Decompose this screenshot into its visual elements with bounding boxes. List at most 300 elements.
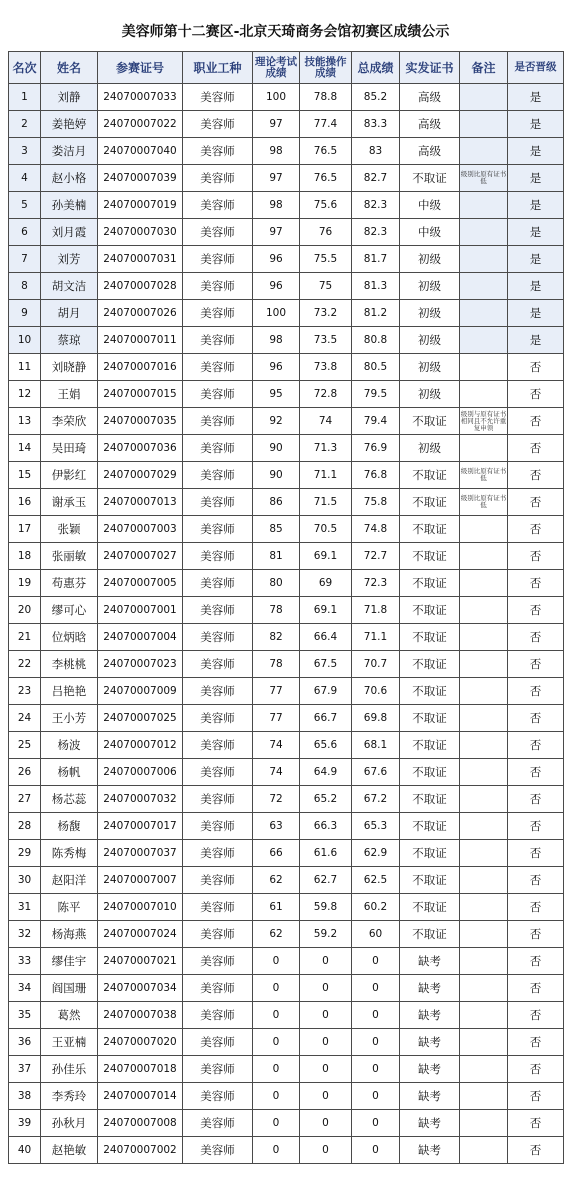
theory-score-cell: 78 — [253, 597, 300, 624]
certificate-cell: 缺考 — [400, 975, 460, 1002]
name-cell: 李秀玲 — [41, 1083, 98, 1110]
occupation-cell: 美容师 — [183, 732, 253, 759]
remark-cell — [460, 138, 508, 165]
theory-score-cell: 62 — [253, 867, 300, 894]
advance-cell: 是 — [508, 327, 564, 354]
rank-cell: 37 — [9, 1056, 41, 1083]
rank-cell: 22 — [9, 651, 41, 678]
theory-score-cell: 86 — [253, 489, 300, 516]
table-row — [9, 1083, 564, 1110]
entry-number-cell: 24070007017 — [98, 813, 183, 840]
name-cell: 陈秀梅 — [41, 840, 98, 867]
total-score-cell: 81.3 — [352, 273, 400, 300]
theory-score-cell: 100 — [253, 300, 300, 327]
table-row — [9, 435, 564, 462]
remark-cell — [460, 705, 508, 732]
name-cell: 张颖 — [41, 516, 98, 543]
table-row — [9, 1002, 564, 1029]
entry-number-cell: 24070007019 — [98, 192, 183, 219]
table-row — [9, 732, 564, 759]
table-row — [9, 894, 564, 921]
certificate-cell: 初级 — [400, 354, 460, 381]
remark-cell — [460, 570, 508, 597]
certificate-cell: 高级 — [400, 138, 460, 165]
name-cell: 胡文洁 — [41, 273, 98, 300]
certificate-cell: 高级 — [400, 111, 460, 138]
theory-score-cell: 98 — [253, 327, 300, 354]
total-score-cell: 0 — [352, 1029, 400, 1056]
advance-cell: 否 — [508, 381, 564, 408]
skill-score-cell: 0 — [300, 1029, 352, 1056]
entry-number-cell: 24070007037 — [98, 840, 183, 867]
total-score-cell: 76.9 — [352, 435, 400, 462]
certificate-cell: 缺考 — [400, 1002, 460, 1029]
occupation-cell: 美容师 — [183, 462, 253, 489]
table-row — [9, 381, 564, 408]
occupation-cell: 美容师 — [183, 300, 253, 327]
theory-score-cell: 0 — [253, 1002, 300, 1029]
rank-cell: 9 — [9, 300, 41, 327]
skill-score-cell: 77.4 — [300, 111, 352, 138]
theory-score-cell: 98 — [253, 192, 300, 219]
advance-cell: 是 — [508, 165, 564, 192]
name-cell: 伊影红 — [41, 462, 98, 489]
skill-score-cell: 75.5 — [300, 246, 352, 273]
advance-cell: 否 — [508, 1137, 564, 1164]
certificate-cell: 不取证 — [400, 597, 460, 624]
occupation-cell: 美容师 — [183, 867, 253, 894]
remark-cell — [460, 975, 508, 1002]
rank-cell: 2 — [9, 111, 41, 138]
entry-number-cell: 24070007003 — [98, 516, 183, 543]
occupation-cell: 美容师 — [183, 381, 253, 408]
advance-cell: 否 — [508, 894, 564, 921]
theory-score-cell: 0 — [253, 948, 300, 975]
name-cell: 阎国珊 — [41, 975, 98, 1002]
rank-cell: 33 — [9, 948, 41, 975]
entry-number-cell: 24070007040 — [98, 138, 183, 165]
entry-number-cell: 24070007007 — [98, 867, 183, 894]
name-cell: 王亚楠 — [41, 1029, 98, 1056]
occupation-cell: 美容师 — [183, 165, 253, 192]
total-score-cell: 74.8 — [352, 516, 400, 543]
advance-cell: 是 — [508, 192, 564, 219]
remark-cell — [460, 624, 508, 651]
advance-cell: 否 — [508, 516, 564, 543]
rank-cell: 40 — [9, 1137, 41, 1164]
rank-cell: 38 — [9, 1083, 41, 1110]
occupation-cell: 美容师 — [183, 921, 253, 948]
occupation-cell: 美容师 — [183, 705, 253, 732]
table-row — [9, 165, 564, 192]
total-score-cell: 79.4 — [352, 408, 400, 435]
total-score-cell: 0 — [352, 975, 400, 1002]
theory-score-cell: 0 — [253, 1056, 300, 1083]
advance-cell: 否 — [508, 1056, 564, 1083]
certificate-cell: 不取证 — [400, 543, 460, 570]
skill-score-cell: 0 — [300, 1083, 352, 1110]
rank-cell: 31 — [9, 894, 41, 921]
skill-score-cell: 71.1 — [300, 462, 352, 489]
remark-cell — [460, 111, 508, 138]
table-row — [9, 867, 564, 894]
remark-cell — [460, 1029, 508, 1056]
theory-score-cell: 61 — [253, 894, 300, 921]
certificate-cell: 缺考 — [400, 1029, 460, 1056]
remark-cell — [460, 192, 508, 219]
remark-cell — [460, 381, 508, 408]
skill-score-cell: 71.3 — [300, 435, 352, 462]
remark-cell — [460, 327, 508, 354]
remark-cell — [460, 732, 508, 759]
certificate-cell: 不取证 — [400, 516, 460, 543]
occupation-cell: 美容师 — [183, 246, 253, 273]
table-row — [9, 1029, 564, 1056]
certificate-cell: 不取证 — [400, 165, 460, 192]
advance-cell: 否 — [508, 354, 564, 381]
theory-score-cell: 80 — [253, 570, 300, 597]
remark-cell — [460, 84, 508, 111]
name-cell: 陈平 — [41, 894, 98, 921]
theory-score-cell: 0 — [253, 1083, 300, 1110]
total-score-cell: 0 — [352, 1110, 400, 1137]
remark-cell — [460, 678, 508, 705]
advance-cell: 否 — [508, 1029, 564, 1056]
name-cell: 胡月 — [41, 300, 98, 327]
theory-score-cell: 85 — [253, 516, 300, 543]
certificate-cell: 不取证 — [400, 921, 460, 948]
entry-number-cell: 24070007010 — [98, 894, 183, 921]
name-cell: 王小芳 — [41, 705, 98, 732]
name-cell: 赵小格 — [41, 165, 98, 192]
entry-number-cell: 24070007024 — [98, 921, 183, 948]
skill-score-cell: 73.2 — [300, 300, 352, 327]
header-theory-score: 理论考试成绩 — [253, 52, 300, 84]
skill-score-cell: 66.7 — [300, 705, 352, 732]
total-score-cell: 82.3 — [352, 219, 400, 246]
entry-number-cell: 24070007005 — [98, 570, 183, 597]
skill-score-cell: 65.2 — [300, 786, 352, 813]
advance-cell: 是 — [508, 219, 564, 246]
table-row — [9, 1137, 564, 1164]
total-score-cell: 69.8 — [352, 705, 400, 732]
table-row — [9, 543, 564, 570]
rank-cell: 26 — [9, 759, 41, 786]
name-cell: 李荣欣 — [41, 408, 98, 435]
occupation-cell: 美容师 — [183, 1137, 253, 1164]
advance-cell: 是 — [508, 84, 564, 111]
rank-cell: 17 — [9, 516, 41, 543]
name-cell: 杨波 — [41, 732, 98, 759]
certificate-cell: 缺考 — [400, 1083, 460, 1110]
entry-number-cell: 24070007020 — [98, 1029, 183, 1056]
certificate-cell: 初级 — [400, 300, 460, 327]
remark-cell — [460, 867, 508, 894]
certificate-cell: 缺考 — [400, 1056, 460, 1083]
name-cell: 苟惠芬 — [41, 570, 98, 597]
total-score-cell: 81.2 — [352, 300, 400, 327]
entry-number-cell: 24070007032 — [98, 786, 183, 813]
occupation-cell: 美容师 — [183, 84, 253, 111]
entry-number-cell: 24070007028 — [98, 273, 183, 300]
certificate-cell: 中级 — [400, 219, 460, 246]
entry-number-cell: 24070007031 — [98, 246, 183, 273]
certificate-cell: 初级 — [400, 273, 460, 300]
occupation-cell: 美容师 — [183, 597, 253, 624]
advance-cell: 否 — [508, 462, 564, 489]
table-row — [9, 570, 564, 597]
remark-cell — [460, 597, 508, 624]
name-cell: 缪佳宇 — [41, 948, 98, 975]
table-row — [9, 516, 564, 543]
name-cell: 孙秋月 — [41, 1110, 98, 1137]
total-score-cell: 83.3 — [352, 111, 400, 138]
theory-score-cell: 95 — [253, 381, 300, 408]
theory-score-cell: 72 — [253, 786, 300, 813]
advance-cell: 否 — [508, 624, 564, 651]
occupation-cell: 美容师 — [183, 1029, 253, 1056]
advance-cell: 否 — [508, 1110, 564, 1137]
theory-score-cell: 81 — [253, 543, 300, 570]
name-cell: 葛然 — [41, 1002, 98, 1029]
skill-score-cell: 0 — [300, 948, 352, 975]
advance-cell: 否 — [508, 678, 564, 705]
theory-score-cell: 66 — [253, 840, 300, 867]
entry-number-cell: 24070007014 — [98, 1083, 183, 1110]
skill-score-cell: 67.5 — [300, 651, 352, 678]
rank-cell: 14 — [9, 435, 41, 462]
rank-cell: 32 — [9, 921, 41, 948]
total-score-cell: 62.9 — [352, 840, 400, 867]
total-score-cell: 80.8 — [352, 327, 400, 354]
remark-cell — [460, 435, 508, 462]
rank-cell: 29 — [9, 840, 41, 867]
theory-score-cell: 90 — [253, 462, 300, 489]
advance-cell: 否 — [508, 435, 564, 462]
rank-cell: 18 — [9, 543, 41, 570]
remark-cell — [460, 1056, 508, 1083]
entry-number-cell: 24070007029 — [98, 462, 183, 489]
occupation-cell: 美容师 — [183, 894, 253, 921]
table-row — [9, 84, 564, 111]
name-cell: 王娟 — [41, 381, 98, 408]
theory-score-cell: 74 — [253, 759, 300, 786]
certificate-cell: 不取证 — [400, 786, 460, 813]
entry-number-cell: 24070007002 — [98, 1137, 183, 1164]
certificate-cell: 初级 — [400, 435, 460, 462]
rank-cell: 27 — [9, 786, 41, 813]
entry-number-cell: 24070007034 — [98, 975, 183, 1002]
table-row — [9, 624, 564, 651]
occupation-cell: 美容师 — [183, 192, 253, 219]
header-entry-number: 参赛证号 — [98, 52, 183, 84]
remark-cell — [460, 273, 508, 300]
certificate-cell: 不取证 — [400, 732, 460, 759]
occupation-cell: 美容师 — [183, 219, 253, 246]
theory-score-cell: 100 — [253, 84, 300, 111]
skill-score-cell: 73.8 — [300, 354, 352, 381]
entry-number-cell: 24070007025 — [98, 705, 183, 732]
occupation-cell: 美容师 — [183, 1002, 253, 1029]
remark-cell — [460, 300, 508, 327]
table-row — [9, 354, 564, 381]
entry-number-cell: 24070007021 — [98, 948, 183, 975]
table-row — [9, 300, 564, 327]
entry-number-cell: 24070007027 — [98, 543, 183, 570]
table-row — [9, 408, 564, 435]
total-score-cell: 75.8 — [352, 489, 400, 516]
occupation-cell: 美容师 — [183, 354, 253, 381]
total-score-cell: 70.7 — [352, 651, 400, 678]
entry-number-cell: 24070007013 — [98, 489, 183, 516]
theory-score-cell: 98 — [253, 138, 300, 165]
rank-cell: 35 — [9, 1002, 41, 1029]
remark-cell — [460, 894, 508, 921]
total-score-cell: 0 — [352, 1002, 400, 1029]
certificate-cell: 缺考 — [400, 1137, 460, 1164]
table-header-row — [9, 52, 564, 84]
occupation-cell: 美容师 — [183, 813, 253, 840]
certificate-cell: 不取证 — [400, 624, 460, 651]
table-row — [9, 273, 564, 300]
certificate-cell: 缺考 — [400, 948, 460, 975]
certificate-cell: 缺考 — [400, 1110, 460, 1137]
page-title: 美容师第十二赛区-北京天琦商务会馆初赛区成绩公示 — [121, 24, 450, 40]
entry-number-cell: 24070007026 — [98, 300, 183, 327]
rank-cell: 30 — [9, 867, 41, 894]
table-row — [9, 651, 564, 678]
table-row — [9, 1056, 564, 1083]
header-occupation: 职业工种 — [183, 52, 253, 84]
entry-number-cell: 24070007033 — [98, 84, 183, 111]
total-score-cell: 79.5 — [352, 381, 400, 408]
table-row — [9, 219, 564, 246]
name-cell: 吕艳艳 — [41, 678, 98, 705]
rank-cell: 28 — [9, 813, 41, 840]
remark-cell — [460, 1083, 508, 1110]
occupation-cell: 美容师 — [183, 1056, 253, 1083]
remark-cell — [460, 354, 508, 381]
advance-cell: 否 — [508, 489, 564, 516]
theory-score-cell: 0 — [253, 975, 300, 1002]
rank-cell: 24 — [9, 705, 41, 732]
total-score-cell: 76.8 — [352, 462, 400, 489]
rank-cell: 23 — [9, 678, 41, 705]
skill-score-cell: 0 — [300, 1137, 352, 1164]
rank-cell: 16 — [9, 489, 41, 516]
advance-cell: 否 — [508, 975, 564, 1002]
theory-score-cell: 77 — [253, 705, 300, 732]
header-skill-score: 技能操作成绩 — [300, 52, 352, 84]
entry-number-cell: 24070007015 — [98, 381, 183, 408]
certificate-cell: 不取证 — [400, 705, 460, 732]
skill-score-cell: 64.9 — [300, 759, 352, 786]
certificate-cell: 初级 — [400, 381, 460, 408]
certificate-cell: 不取证 — [400, 651, 460, 678]
table-row — [9, 840, 564, 867]
total-score-cell: 62.5 — [352, 867, 400, 894]
advance-cell: 是 — [508, 246, 564, 273]
occupation-cell: 美容师 — [183, 570, 253, 597]
remark-cell — [460, 246, 508, 273]
entry-number-cell: 24070007004 — [98, 624, 183, 651]
table-row — [9, 975, 564, 1002]
name-cell: 谢承玉 — [41, 489, 98, 516]
name-cell: 杨芯蕊 — [41, 786, 98, 813]
name-cell: 刘晓静 — [41, 354, 98, 381]
rank-cell: 20 — [9, 597, 41, 624]
total-score-cell: 0 — [352, 948, 400, 975]
entry-number-cell: 24070007016 — [98, 354, 183, 381]
rank-cell: 21 — [9, 624, 41, 651]
header-total-score: 总成绩 — [352, 52, 400, 84]
name-cell: 吴田琦 — [41, 435, 98, 462]
name-cell: 孙美楠 — [41, 192, 98, 219]
name-cell: 杨帆 — [41, 759, 98, 786]
occupation-cell: 美容师 — [183, 624, 253, 651]
total-score-cell: 67.2 — [352, 786, 400, 813]
skill-score-cell: 67.9 — [300, 678, 352, 705]
name-cell: 刘芳 — [41, 246, 98, 273]
header-advance: 是否晋级 — [508, 52, 564, 84]
total-score-cell: 83 — [352, 138, 400, 165]
advance-cell: 否 — [508, 732, 564, 759]
entry-number-cell: 24070007001 — [98, 597, 183, 624]
entry-number-cell: 24070007011 — [98, 327, 183, 354]
rank-cell: 7 — [9, 246, 41, 273]
theory-score-cell: 97 — [253, 165, 300, 192]
table-row — [9, 759, 564, 786]
skill-score-cell: 59.8 — [300, 894, 352, 921]
certificate-cell: 初级 — [400, 327, 460, 354]
skill-score-cell: 0 — [300, 1110, 352, 1137]
advance-cell: 否 — [508, 1002, 564, 1029]
table-row — [9, 705, 564, 732]
advance-cell: 否 — [508, 921, 564, 948]
certificate-cell: 不取证 — [400, 894, 460, 921]
skill-score-cell: 72.8 — [300, 381, 352, 408]
theory-score-cell: 97 — [253, 111, 300, 138]
advance-cell: 否 — [508, 786, 564, 813]
rank-cell: 19 — [9, 570, 41, 597]
skill-score-cell: 61.6 — [300, 840, 352, 867]
header-certificate: 实发证书 — [400, 52, 460, 84]
skill-score-cell: 0 — [300, 1002, 352, 1029]
total-score-cell: 0 — [352, 1056, 400, 1083]
name-cell: 张丽敏 — [41, 543, 98, 570]
rank-cell: 15 — [9, 462, 41, 489]
rank-cell: 8 — [9, 273, 41, 300]
theory-score-cell: 0 — [253, 1110, 300, 1137]
name-cell: 位炳晗 — [41, 624, 98, 651]
occupation-cell: 美容师 — [183, 1110, 253, 1137]
remark-cell: 级别比原有证书低 — [460, 462, 508, 489]
skill-score-cell: 70.5 — [300, 516, 352, 543]
advance-cell: 否 — [508, 705, 564, 732]
total-score-cell: 60 — [352, 921, 400, 948]
theory-score-cell: 96 — [253, 354, 300, 381]
total-score-cell: 80.5 — [352, 354, 400, 381]
remark-cell — [460, 1002, 508, 1029]
rank-cell: 6 — [9, 219, 41, 246]
occupation-cell: 美容师 — [183, 435, 253, 462]
table-row — [9, 921, 564, 948]
table-row — [9, 246, 564, 273]
certificate-cell: 初级 — [400, 246, 460, 273]
table-row — [9, 462, 564, 489]
skill-score-cell: 71.5 — [300, 489, 352, 516]
rank-cell: 12 — [9, 381, 41, 408]
